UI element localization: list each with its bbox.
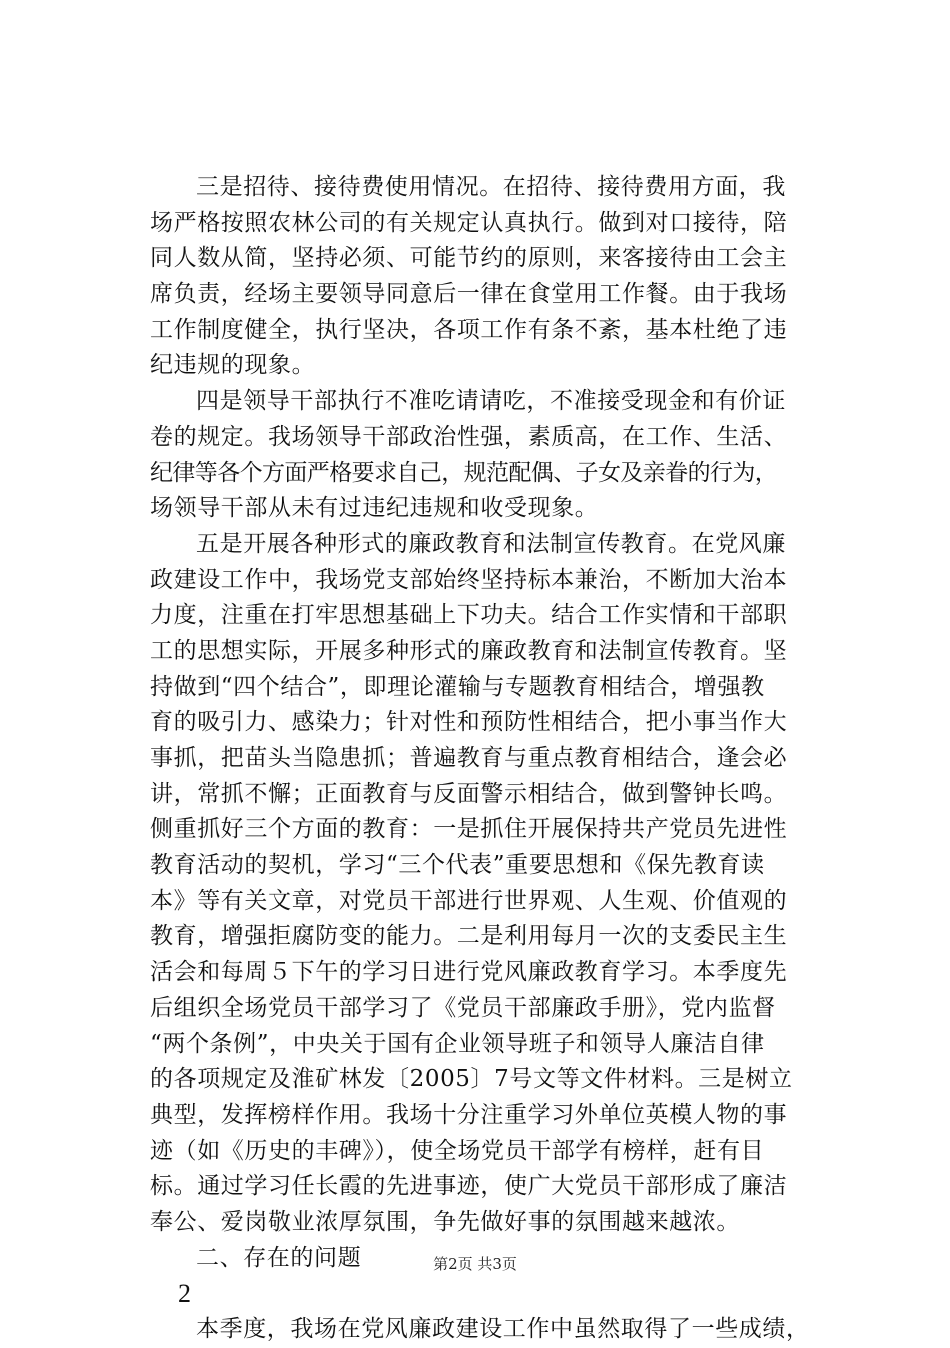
paragraph-line: 同人数从简，坚持必须、可能节约的原则，来客接待由工会主 <box>150 245 788 272</box>
paragraph-line: “两个条例”，中央关于国有企业领导班子和领导人廉洁自律 <box>150 1030 765 1057</box>
paragraph-line: 标。通过学习任长霞的先进事迹，使广大党员干部形成了廉洁 <box>150 1173 788 1200</box>
paragraph-line: 持做到“四个结合”，即理论灌输与专题教育相结合，增强教 <box>150 673 765 700</box>
paragraph-line: 纪违规的现象。 <box>150 352 316 379</box>
paragraph-line: 三是招待、接待费使用情况。在招待、接待费用方面，我 <box>196 174 786 200</box>
paragraph-line: 教育，增强拒腐防变的能力。二是利用每月一次的支委民主生 <box>150 923 788 950</box>
paragraph-line: 活会和每周５下午的学习日进行党风廉政教育学习。本季度先 <box>150 959 788 986</box>
section-heading: 二、存在的问题 <box>196 1244 362 1271</box>
paragraph-line: 本季度，我场在党风廉政建设工作中虽然取得了一些成绩， <box>196 1316 810 1342</box>
paragraph-line: 卷的规定。我场领导干部政治性强，素质高，在工作、生活、 <box>150 423 788 450</box>
body-text <box>150 170 830 1348</box>
paragraph-line: 育的吸引力、感染力；针对性和预防性相结合，把小事当作大 <box>150 709 788 736</box>
paragraph-line: 政建设工作中，我场党支部始终坚持标本兼治，不断加大治本 <box>150 566 788 593</box>
paragraph-line: 工的思想实际，开展多种形式的廉政教育和法制宣传教育。坚 <box>150 637 788 664</box>
paragraph-line: 场严格按照农林公司的有关规定认真执行。做到对口接待，陪 <box>150 209 788 236</box>
paragraph-line: 迹（如《历史的丰碑》），使全场党员干部学有榜样，赶有目 <box>150 1137 765 1164</box>
paragraph-line: 工作制度健全，执行坚决，各项工作有条不紊，基本杜绝了违 <box>150 316 788 343</box>
paragraph-line: 的各项规定及淮矿林发〔2005〕7号文等文件材料。三是树立 <box>150 1066 793 1093</box>
paragraph-line: 侧重抓好三个方面的教育：一是抓住开展保持共产党员先进性 <box>150 816 788 843</box>
paragraph-line: 纪律等各个方面严格要求自己，规范配偶、子女及亲眷的行为， <box>150 459 778 486</box>
paragraph-line: 典型，发挥榜样作用。我场十分注重学习外单位英模人物的事 <box>150 1101 788 1128</box>
paragraph-line: 事抓，把苗头当隐患抓；普遍教育与重点教育相结合，逢会必 <box>150 745 788 771</box>
paragraph-line: 四是领导干部执行不准吃请请吃，不准接受现金和有价证 <box>196 388 786 415</box>
paragraph-line: 本》等有关文章，对党员干部进行世界观、人生观、价值观的 <box>150 887 788 914</box>
paragraph-line: 场领导干部从未有过违纪违规和收受现象。 <box>150 495 599 522</box>
paragraph-line: 奉公、爱岗敬业浓厚氛围，争先做好事的氛围越来越浓。 <box>150 1208 740 1235</box>
paragraph-line: 力度，注重在打牢思想基础上下功夫。结合工作实情和干部职 <box>150 602 788 629</box>
page-footer: 第2页 共3页 <box>433 1255 517 1273</box>
inline-page-number: 2 <box>178 1279 192 1309</box>
paragraph-line: 席负责，经场主要领导同意后一律在食堂用工作餐。由于我场 <box>150 281 788 308</box>
paragraph-line: 讲，常抓不懈；正面教育与反面警示相结合，做到警钟长鸣。 <box>150 780 788 807</box>
paragraph-line: 后组织全场党员干部学习了《党员干部廉政手册》，党内监督 <box>150 994 776 1021</box>
paragraph-line: 教育活动的契机，学习“三个代表”重要思想和《保先教育读 <box>150 852 765 879</box>
paragraph-line: 五是开展各种形式的廉政教育和法制宣传教育。在党风廉 <box>196 530 786 557</box>
